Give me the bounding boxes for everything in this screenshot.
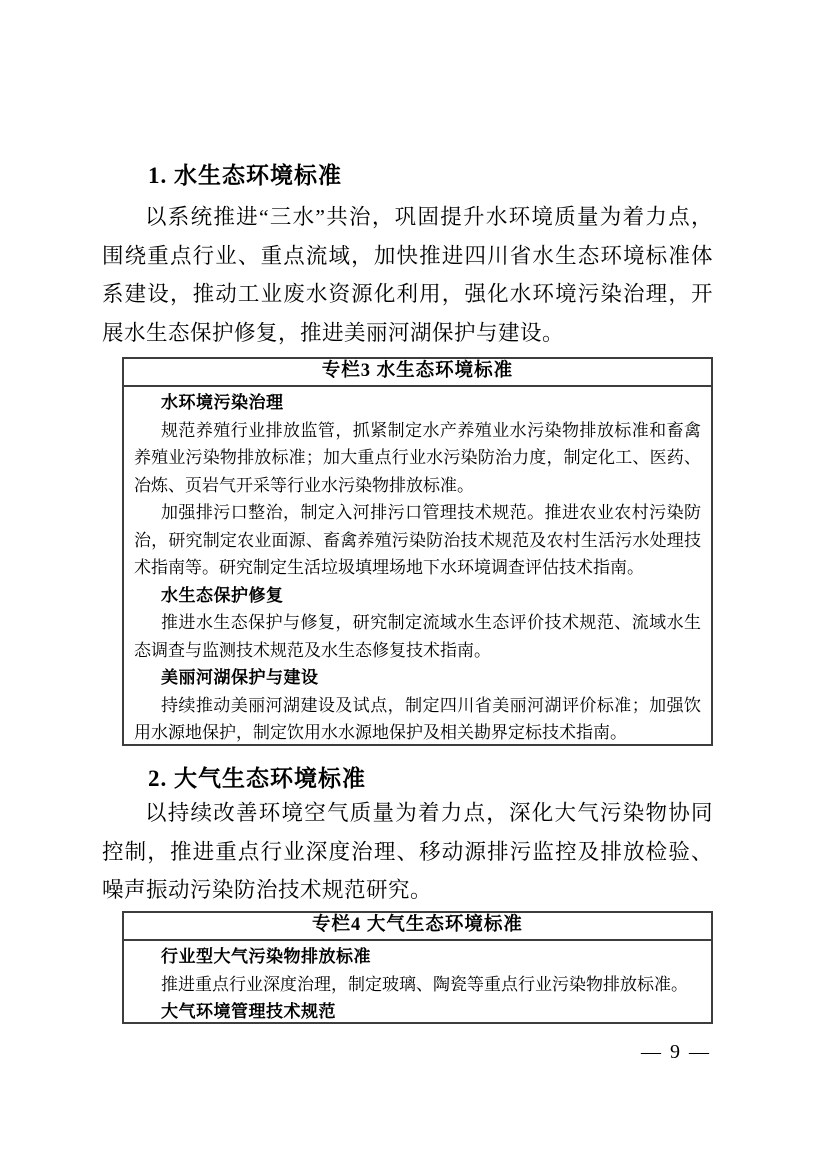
callout-box-3-body: [124, 387, 711, 747]
section-1-paragraph: 以系统推进“三水”共治，巩固提升水环境质量为着力点，围绕重点行业、重点流域，加快推进四川省水生态环境标准体系建设，推动工业废水资源化利用，强化水环境污染治理，开展水生态保护修复，推进美丽河湖保护与建设。: [102, 205, 713, 345]
callout-box-4-title: 专栏4 大气生态环境标准: [124, 913, 711, 941]
box-3-paragraph: 规范养殖行业排放监管，抓紧制定水产养殖业水污染物排放标准和畜禽养殖业污染物排放标准；加大重点行业水污染防治力度，制定化工、医药、冶炼、页岩气开采等行业水污染物排放标准。: [134, 420, 701, 495]
box-3-subheading-water-pollution: 水环境污染治理: [161, 393, 284, 412]
callout-box-4: [122, 911, 713, 1024]
page-number: — 9 —: [641, 1041, 711, 1063]
box-3-paragraph: 推进水生态保护与修复，研究制定流域水生态评价技术规范、流域水生态调查与监测技术规范及水生态修复技术指南。: [134, 613, 701, 660]
callout-box-3-title: 专栏3 水生态环境标准: [124, 359, 711, 387]
callout-box-3: [122, 357, 713, 746]
section-2-paragraph: 以持续改善环境空气质量为着力点，深化大气污染物协同控制，推进重点行业深度治理、移动源排污监控及排放检验、噪声振动污染防治技术规范研究。: [102, 801, 713, 903]
callout-box-4-body: [124, 941, 711, 1026]
box-3-subheading-water-eco-restore: 水生态保护修复: [161, 585, 284, 605]
box-3-paragraph: 持续推动美丽河湖建设及试点，制定四川省美丽河湖评价标准；加强饮用水源地保护，制定饮用水水源地保护及相关勘界定标技术指南。: [134, 695, 701, 742]
section-2-heading: 2. 大气生态环境标准: [148, 766, 366, 791]
box-4-paragraph: 推进重点行业深度治理，制定玻璃、陶瓷等重点行业污染物排放标准。: [161, 974, 688, 994]
box-4-subheading-air-management-spec: 大气环境管理技术规范: [161, 1002, 336, 1021]
section-1-heading: 1. 水生态环境标准: [148, 163, 342, 188]
box-3-subheading-beautiful-rivers: 美丽河湖保护与建设: [161, 668, 319, 687]
box-4-subheading-industry-air-emission: 行业型大气污染物排放标准: [161, 947, 371, 966]
box-3-paragraph: 加强排污口整治，制定入河排污口管理技术规范。推进农业农村污染防治，研究制定农业面源、畜禽养殖污染防治技术规范及农村生活污水处理技术指南等。研究制定生活垃圾填埋场地下水环境调查评估技术指南。: [134, 503, 701, 577]
